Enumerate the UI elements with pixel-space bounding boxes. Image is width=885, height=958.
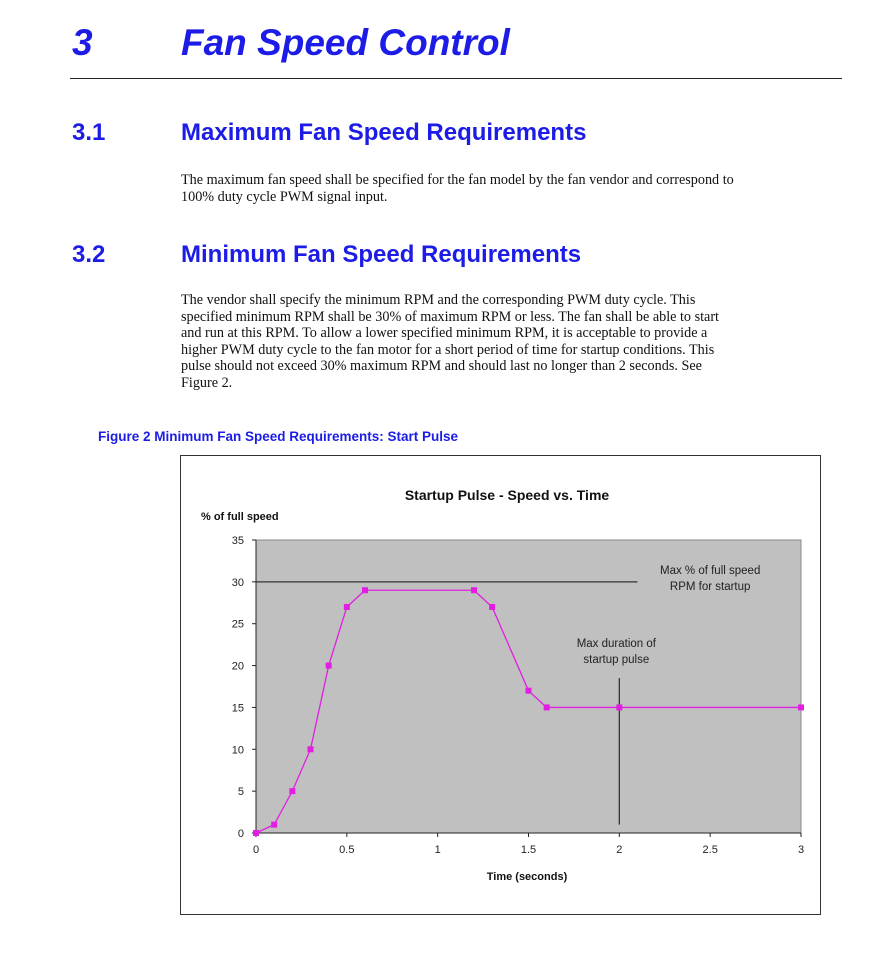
plot-area xyxy=(232,535,804,856)
x-tick-label: 1.5 xyxy=(520,844,537,856)
max-speed-reference-label: Max % of full speed xyxy=(659,564,761,577)
subsection-3-2-title: Minimum Fan Speed Requirements xyxy=(181,241,582,268)
data-point xyxy=(544,704,550,710)
data-point xyxy=(253,830,259,836)
subsection-3-1-title: Maximum Fan Speed Requirements xyxy=(181,119,587,146)
section-divider xyxy=(70,78,842,79)
data-point xyxy=(289,788,295,794)
y-tick-label: 5 xyxy=(237,786,244,799)
data-point xyxy=(344,604,350,610)
data-point xyxy=(526,688,532,694)
figure-caption: Figure 2 Minimum Fan Speed Requirements: Start Pulse xyxy=(98,429,459,444)
data-point xyxy=(362,587,368,593)
section-title: Fan Speed Control xyxy=(181,22,510,63)
y-tick-label: 25 xyxy=(231,618,244,631)
data-point xyxy=(798,704,804,710)
data-point xyxy=(271,822,277,828)
y-tick-label: 30 xyxy=(231,576,244,589)
paragraph-line: pulse should not exceed 30% maximum RPM and should last no longer than 2 seconds. See xyxy=(181,358,702,374)
y-tick-label: 35 xyxy=(231,535,244,547)
startup-pulse-chart xyxy=(181,456,820,914)
y-tick-label: 10 xyxy=(231,744,244,757)
x-tick-label: 3 xyxy=(797,844,805,856)
paragraph-line: and run at this RPM. To allow a lower specified minimum RPM, it is acceptable to provide a xyxy=(181,325,708,341)
max-duration-reference-label: Max duration of xyxy=(576,638,656,651)
x-tick-label: 1 xyxy=(434,844,441,856)
chart-frame xyxy=(180,455,821,915)
y-tick-label: 15 xyxy=(231,702,244,715)
max-duration-reference-label: startup pulse xyxy=(583,654,650,667)
section-number: 3 xyxy=(72,22,93,63)
y-tick-label: 20 xyxy=(231,660,244,673)
subsection-3-1-number: 3.1 xyxy=(72,119,106,146)
paragraph-line: Figure 2. xyxy=(181,374,233,391)
x-axis-label: Time (seconds) xyxy=(486,871,568,883)
paragraph-line: The vendor shall specify the minimum RPM and the corresponding PWM duty cycle. This xyxy=(181,292,696,308)
max-speed-reference-label: RPM for startup xyxy=(669,580,751,593)
data-point xyxy=(326,663,332,669)
x-tick-label: 0 xyxy=(252,844,260,856)
subsection-3-2-number: 3.2 xyxy=(72,241,106,268)
paragraph-line: specified minimum RPM shall be 30% of maximum RPM or less. The fan shall be able to start xyxy=(181,308,720,325)
chart-title: Startup Pulse - Speed vs. Time xyxy=(404,487,610,503)
paragraph-line: 100% duty cycle PWM signal input. xyxy=(181,188,388,205)
subsection-3-1-paragraph xyxy=(181,172,841,205)
y-tick-label: 0 xyxy=(237,828,244,840)
paragraph-line: higher PWM duty cycle to the fan motor for a short period of time for startup conditions. This xyxy=(181,341,715,358)
data-point xyxy=(616,704,622,710)
data-point xyxy=(489,604,495,610)
data-point xyxy=(308,746,314,752)
x-tick-label: 2 xyxy=(616,844,623,856)
paragraph-line: The maximum fan speed shall be specified for the fan model by the fan vendor and correspond to xyxy=(181,172,734,188)
subsection-3-2-paragraph xyxy=(181,292,841,391)
data-point xyxy=(471,587,477,593)
x-tick-label: 0.5 xyxy=(339,844,355,856)
x-tick-label: 2.5 xyxy=(702,844,718,856)
y-axis-label: % of full speed xyxy=(201,511,279,523)
